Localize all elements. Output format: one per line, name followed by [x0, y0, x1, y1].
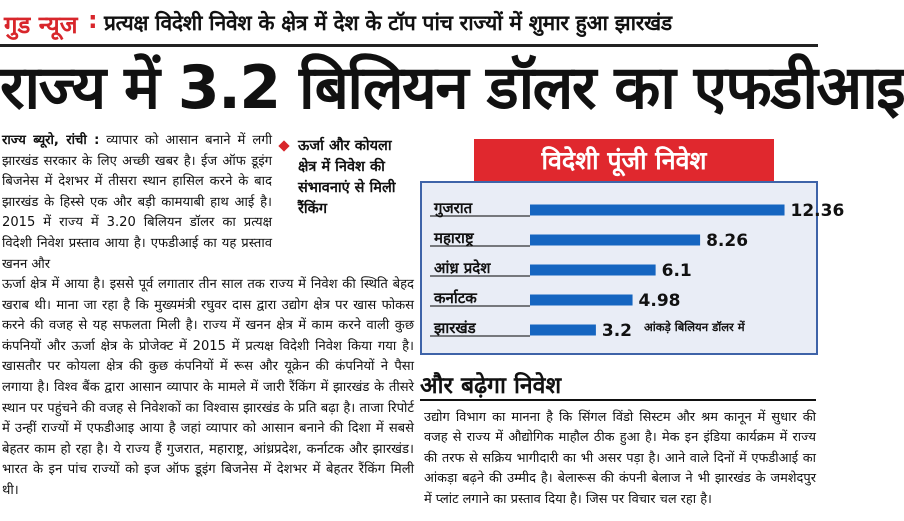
article-text-right: उद्योग विभाग का मानना है कि सिंगल विंडो सिस्टम और श्रम कानून में सुधार की वजह से राज्य में औद्योगिक माहौल ठीक हुआ है। मेक इन इंडिया कार्यक्रम में राज्य की तरफ से सक्रिय भागीदारी का भी असर पड़ा है। आने वाले दिनों में एफडीआई का आंकड़ा बढ़ने की उम्मीद है। बेलारूस की कंपनी बेलाज ने भी झारखंड के जमशेदपुर में प्लांट लगाने का प्रस्ताव दिया है। जिस पर विचार चल रहा है।: [424, 410, 816, 507]
unit-note: आंकड़े बिलियन डॉलर में: [644, 320, 745, 334]
main-headline: राज्य में 3.2 बिलियन डॉलर का एफडीआइ: [0, 53, 904, 123]
top-divider: [0, 44, 818, 47]
byline: राज्य ब्यूरो, रांची :: [2, 133, 100, 148]
chart-svg: [422, 183, 845, 353]
pull-quote: [280, 136, 406, 278]
pull-quote-text: ऊर्जा और कोयला क्षेत्र में निवेश की संभावनाएं से मिली रैंकिंग: [298, 138, 396, 217]
bar: [530, 295, 633, 306]
kicker-colon: :: [88, 6, 98, 34]
value-label: 4.98: [638, 291, 681, 311]
diamond-bullet-icon: [278, 140, 289, 151]
subheadline: प्रत्यक्ष विदेशी निवेश के क्षेत्र में देश के टॉप पांच राज्यों में शुमार हुआ झारखंड: [104, 11, 672, 35]
bar: [530, 205, 785, 216]
article-text-body: ऊर्जा क्षेत्र में आया है। इससे पूर्व लगातार तीन साल तक राज्य में निवेश की स्थिति बेहद खराब थी। माना जा रहा है कि मुख्यमंत्री रघुवर दास द्वारा उद्योग क्षेत्र पर खास फोकस करने की वजह से यह सफलता मिली है। राज्य में खनन क्षेत्र में काम करने वाली कुछ कंपनियों और ऊर्जा क्षेत्र के प्रोजेक्ट में 2015 में प्रत्यक्ष विदेशी निवेश किया गया है। खासतौर पर कोयला क्षेत्र की कुछ कंपनियों में रूस और यूक्रेन की कंपनियों ने पैसा लगाया है। विश्व बैंक द्वारा आसान व्यापार के मामले में जारी रैंकिंग में झारखंड के तीसरे स्थान पर पहुंचने की वजह से निवेशकों का विश्वास झारखंड के प्रति बढ़ा है। ताजा रिपोर्ट में उन्हीं राज्यों में एफडीआइ आया है जहां व्यापार को आसान बनाने की दिशा में सबसे बेहतर काम हो रहा है। ये राज्य हैं गुजरात, महाराष्ट्र, आंध्रप्रदेश, कर्नाटक और झारखंड। भारत के इन पांच राज्यों को इज ऑफ डूइंग बिजनेस में देशभर में बेहतर रैंकिंग मिली थी।: [2, 277, 414, 498]
article-column-left: [2, 131, 272, 275]
value-label: 12.36: [790, 201, 845, 221]
chart-title: विदेशी पूंजी निवेश: [541, 146, 707, 175]
chart-frame: [420, 181, 845, 355]
fdi-chart: [418, 133, 845, 355]
bar: [530, 325, 596, 336]
section-heading: और बढ़ेगा निवेश: [420, 373, 562, 399]
article-text-lead: व्यापार को आसान बनाने में लगी झारखंड सरकार के लिए अच्छी खबर है। ईज ऑफ डूइंग बिजनेस में देशभर में तीसरा स्थान हासिल करने के बाद झारखंड के हिस्से एक और बड़ी कामयाबी हाथ आई है। 2015 में राज्य में 3.20 बिलियन डॉलर का प्रत्यक्ष विदेशी निवेश प्रस्ताव आया है। एफडीआई का यह प्रस्ताव खनन और: [2, 133, 272, 272]
section-divider: [420, 399, 816, 401]
category-label: महाराष्ट्र: [434, 229, 474, 247]
value-label: 6.1: [661, 261, 692, 281]
category-label: गुजरात: [434, 199, 473, 217]
value-label: 8.26: [706, 231, 749, 251]
category-label: झारखंड: [434, 319, 476, 337]
kicker-label: गुड न्यूज: [4, 11, 78, 39]
value-label: 3.2: [601, 321, 633, 341]
bar: [530, 235, 700, 246]
bar: [530, 265, 656, 276]
category-label: कर्नाटक: [434, 289, 477, 307]
category-label: आंध्र प्रदेश: [434, 259, 491, 277]
